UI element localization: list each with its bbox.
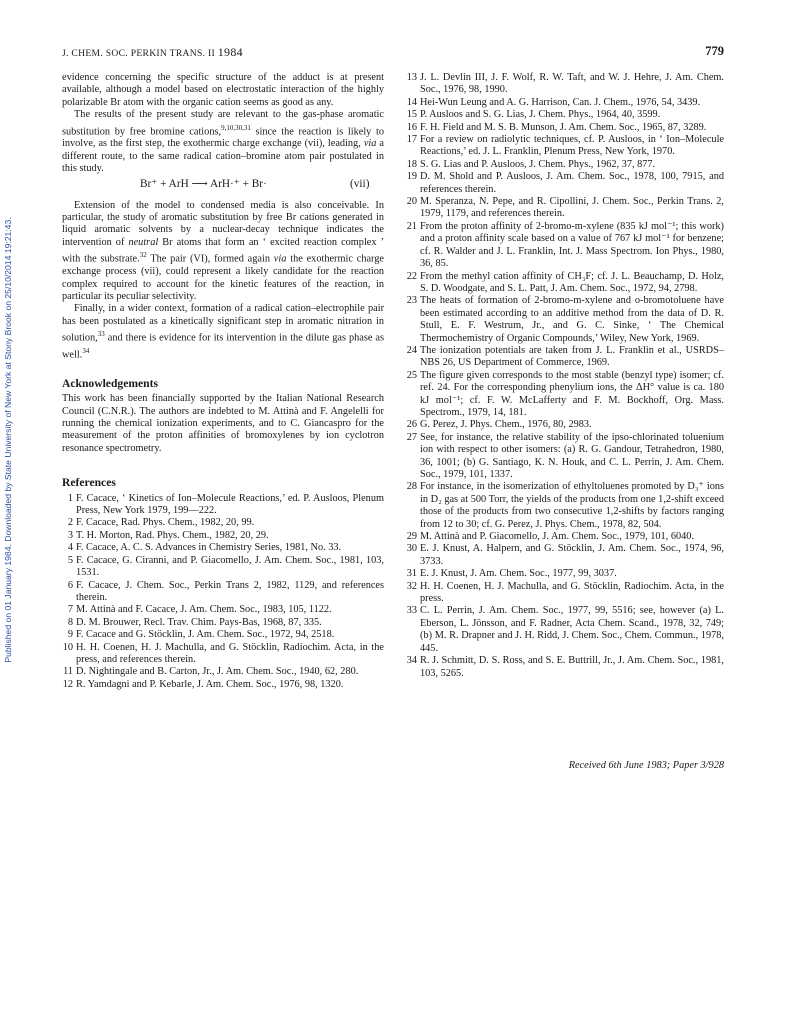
reference-item <box>62 642 384 667</box>
equation-vii <box>62 177 384 192</box>
reference-item <box>62 530 384 542</box>
reference-number: 16 <box>406 121 417 133</box>
reference-number: 30 <box>406 543 417 555</box>
reference-text: T. H. Morton, Rad. Phys. Chem., 1982, 20, 29. <box>76 529 269 541</box>
citation-superscript: 9,10,30,31 <box>221 123 251 132</box>
reference-number: 29 <box>406 531 417 543</box>
reference-number: 7 <box>67 604 73 616</box>
running-header <box>62 44 724 60</box>
reference-text: H. H. Coenen, H. J. Machulla, and G. Stöcklin, Radiochim. Acta, in the press. <box>420 580 724 605</box>
reference-item <box>406 531 724 543</box>
reference-number: 22 <box>406 270 417 282</box>
reference-text: J. L. Devlin III, J. F. Wolf, R. W. Taft, and W. J. Hehre, J. Am. Chem. Soc., 1976, 98, 1990. <box>420 72 724 96</box>
reference-item <box>406 295 724 345</box>
equation-formula: Br⁺ + ArH ⟶ ArH·⁺ + Br· <box>140 177 267 190</box>
received-date: Received 6th June 1983; Paper 3/928 <box>568 760 724 771</box>
reference-number: 15 <box>406 109 417 121</box>
reference-text: For instance, in the isomerization of ethyltoluenes promoted by D₃⁺ ions in D₂ gas at 500 Torr, the yields of the products from one 1,2-shift exceed those of the products from two consecutive 1,2-shifts by factors ranging from 12 to 30; cf. G. Perez, J. Phys. Chem., 1978, 82, 504. <box>420 481 724 530</box>
paragraph-2: The results of the present study are relevant to the gas-phase aromatic substitution by free bromine cations,$^{9,10,30,31}$ since the reaction is likely to involve, as the first step, the exothermic charge exchange (vii), leading, via a different route, to the same radical cation–bromine atom pair postulated in this study. <box>62 109 384 175</box>
reference-number: 1 <box>67 492 73 504</box>
page-number: 779 <box>705 44 724 58</box>
reference-item <box>406 581 724 606</box>
reference-text: H. H. Coenen, H. J. Machulla, and G. Stöcklin, Radiochim. Acta, in the press, and references therein. <box>76 641 384 665</box>
reference-text: E. J. Knust, J. Am. Chem. Soc., 1977, 99, 3037. <box>420 568 617 580</box>
reference-item <box>62 679 384 691</box>
reference-item <box>406 432 724 482</box>
reference-number: 32 <box>406 580 417 592</box>
paragraph-1: evidence concerning the specific structure of the adduct is at present available, although a model based on electrostatic interaction of the highly polarizable Br atom with the organic cation seems as good as any. <box>62 72 384 108</box>
reference-item <box>62 580 384 605</box>
reference-number: 17 <box>406 134 417 146</box>
reference-item <box>406 109 724 121</box>
reference-text: For a review on radiolytic techniques, cf. P. Ausloos, in ‘ Ion–Molecule Reactions,’ ed. J. L. Franklin, Plenum Press, New York, 1970. <box>420 134 724 158</box>
reference-item <box>62 666 384 678</box>
right-column <box>406 72 724 680</box>
reference-item <box>406 159 724 171</box>
citation-superscript: 34 <box>82 346 90 355</box>
reference-number: 3 <box>67 529 73 541</box>
reference-item <box>406 543 724 568</box>
reference-number: 6 <box>67 579 73 591</box>
reference-number: 21 <box>406 220 417 232</box>
reference-number: 9 <box>67 629 73 641</box>
reference-item <box>406 134 724 159</box>
reference-number: 5 <box>67 554 73 566</box>
reference-number: 25 <box>406 369 417 381</box>
reference-text: F. Cacace, J. Chem. Soc., Perkin Trans 2, 1982, 1129, and references therein. <box>76 579 384 603</box>
reference-item <box>406 370 724 420</box>
reference-number: 14 <box>406 96 417 108</box>
reference-list-left <box>62 493 384 692</box>
reference-text: F. Cacace and G. Stöcklin, J. Am. Chem. Soc., 1972, 94, 2518. <box>76 629 335 641</box>
reference-number: 2 <box>67 517 73 529</box>
reference-text: M. Attinà and F. Cacace, J. Am. Chem. Soc., 1983, 105, 1122. <box>76 604 332 616</box>
reference-item <box>62 629 384 641</box>
reference-text: M. Attinà and P. Giacomello, J. Am. Chem. Soc., 1979, 101, 6040. <box>420 531 695 543</box>
reference-item <box>406 419 724 431</box>
reference-number: 8 <box>67 616 73 628</box>
reference-text: F. Cacace, Rad. Phys. Chem., 1982, 20, 99. <box>76 517 255 529</box>
download-watermark-text: Published on 01 January 1984. Downloaded by State University of New York at Stony Brook on 25/10/2014 19:21:43. <box>3 217 13 663</box>
reference-text: M. Speranza, N. Pepe, and R. Cipollini, J. Chem. Soc., Perkin Trans. 2, 1979, 1179, and references therein. <box>420 196 724 220</box>
reference-text: F. H. Field and M. S. B. Munson, J. Am. Chem. Soc., 1965, 87, 3289. <box>420 121 707 133</box>
reference-text: D. M. Shold and P. Ausloos, J. Am. Chem. Soc., 1978, 100, 7915, and references therein. <box>420 171 724 195</box>
left-column <box>62 72 384 691</box>
reference-item <box>406 655 724 680</box>
reference-number: 33 <box>406 605 417 617</box>
reference-number: 18 <box>406 158 417 170</box>
reference-item <box>62 617 384 629</box>
reference-text: F. Cacace, ‘ Kinetics of Ion–Molecule Reactions,’ ed. P. Ausloos, Plenum Press, New York 1979, 199—222. <box>76 492 384 517</box>
reference-item <box>406 196 724 221</box>
reference-number: 23 <box>406 295 417 307</box>
reference-number: 27 <box>406 431 417 443</box>
reference-number: 28 <box>406 481 417 493</box>
reference-text: D. Nightingale and B. Carton, Jr., J. Am. Chem. Soc., 1940, 62, 280. <box>76 666 359 678</box>
journal-name: J. CHEM. SOC. PERKIN TRANS. II 1984 <box>62 45 243 59</box>
reference-number: 12 <box>62 678 73 690</box>
reference-number: 10 <box>62 641 73 653</box>
reference-number: 20 <box>406 196 417 208</box>
references-heading: References <box>62 476 116 490</box>
reference-number: 34 <box>406 655 417 667</box>
reference-text: P. Ausloos and S. G. Lias, J. Chem. Phys., 1964, 40, 3599. <box>420 109 661 121</box>
reference-text: C. L. Perrin, J. Am. Chem. Soc., 1977, 99, 5516; see, however (a) L. Eberson, L. Jönsson, and F. Radner, Acta Chem. Scand., 1978, 32, 749; (b) M. R. Drapner and J. H. Ridd, J. Chem. Soc., Chem. Commun., 1978, 445. <box>420 605 724 654</box>
equation-label: (vii) <box>350 177 370 190</box>
reference-item <box>406 605 724 655</box>
reference-number: 26 <box>406 419 417 431</box>
reference-item <box>62 604 384 616</box>
reference-number: 19 <box>406 171 417 183</box>
reference-number: 24 <box>406 344 417 356</box>
reference-text: E. J. Knust, A. Halpern, and G. Stöcklin, J. Am. Chem. Soc., 1974, 96, 3733. <box>420 543 724 567</box>
reference-item <box>62 517 384 529</box>
paragraph-4: Finally, in a wider context, formation of a radical cation–electrophile pair has been postulated as a kinetically significant step in aromatic nitration in solution,$^{33}$ and there is evidence for its intervention in the dilute gas phase as well.$^{34}$ <box>62 303 384 361</box>
reference-item <box>62 555 384 580</box>
download-watermark <box>1 180 15 700</box>
reference-number: 13 <box>406 72 417 83</box>
reference-text: From the proton affinity of 2-bromo-m-xylene (835 kJ mol⁻¹; this work) and a proton affinity scale based on a value of 767 kJ mol⁻¹ for benzene; cf. R. Walder and J. L. Franklin, Int. J. Mass Spectrom. Ion Phys., 1980, 36, 85. <box>420 220 724 270</box>
reference-text: G. Perez, J. Phys. Chem., 1976, 80, 2983. <box>420 419 592 431</box>
reference-text: S. G. Lias and P. Ausloos, J. Chem. Phys., 1962, 37, 877. <box>420 158 656 170</box>
reference-item <box>62 493 384 518</box>
journal-year: 1984 <box>217 45 243 59</box>
reference-text: F. Cacace, A. C. S. Advances in Chemistry Series, 1981, No. 33. <box>76 542 342 554</box>
reference-text: The figure given corresponds to the most stable (benzyl type) isomer; cf. ref. 24. For the corresponding phenylium ions, the ΔH° value is ca. 180 kJ mol⁻¹; cf. F. W. McLafferty and F. M. Bockhoff, Org. Mass. Spectrom., 1979, 14, 181. <box>420 369 724 418</box>
reference-text: F. Cacace, G. Ciranni, and P. Giacomello, J. Am. Chem. Soc., 1981, 103, 1531. <box>76 554 384 579</box>
reference-text: From the methyl cation affinity of CH₃F; cf. J. L. Beauchamp, D. Holz, S. D. Woodgate, and S. L. Patt, J. Am. Chem. Soc., 1972, 94, 2798. <box>420 270 724 294</box>
reference-item <box>406 345 724 370</box>
acknowledgements-text: This work has been financially supported by the Italian National Research Council (C.N.R.). The authors are indebted to M. Attinà and F. Angelelli for running the chemical ionization experiments, and to C. Giancaspro for the measurement of the proton affinities of bromoxylenes by ion cyclotron resonance spectrometry. <box>62 393 384 454</box>
reference-number: 4 <box>67 542 73 554</box>
reference-item <box>406 122 724 134</box>
reference-list-right <box>406 72 724 680</box>
reference-text: See, for instance, the relative stability of the ipso-chlorinated toluenium ion with respect to other isomers: (a) R. G. Gandour, Tetrahedron, 1980, 36, 1001; (b) G. Santiago, K. N. Houk, and C. L. Perrin, J. Am. Chem. Soc., 1979, 101, 1337. <box>420 431 724 480</box>
citation-superscript: 32 <box>139 251 147 260</box>
reference-item <box>62 542 384 554</box>
acknowledgements-heading: Acknowledgements <box>62 376 158 390</box>
reference-item <box>406 568 724 580</box>
paragraph-3: Extension of the model to condensed media is also conceivable. In particular, the study of aromatic substitution by free Br cations generated in liquid aromatic solvents by a nuclear-decay technique indicates the intervention of neutral Br atoms that form an ‘ excited reaction complex ’ with the substrate.$^{32}$ The pair (VI), formed again via the exothermic charge exchange process (vii), could represent a likely candidate for the reaction complex required to account for the kinetic features of the reaction, in particular its peculiar selectivity. <box>62 199 385 302</box>
reference-item <box>406 97 724 109</box>
reference-text: The ionization potentials are taken from J. L. Franklin et al., USRDS–NBS 26, US Department of Commerce, 1969. <box>420 344 724 369</box>
reference-number: 31 <box>406 568 417 580</box>
reference-item <box>406 271 724 296</box>
reference-text: R. J. Schmitt, D. S. Ross, and S. E. Buttrill, Jr., J. Am. Chem. Soc., 1981, 103, 5265. <box>420 655 724 679</box>
reference-item <box>406 171 724 196</box>
reference-text: D. M. Brouwer, Recl. Trav. Chim. Pays-Bas, 1968, 87, 335. <box>76 616 322 628</box>
reference-number: 11 <box>63 666 73 678</box>
reference-text: The heats of formation of 2-bromo-m-xylene and o-bromotoluene have been estimated according to an additive method from the data of D. R. Stull, E. F. Westrum, Jr., and G. C. Sinke, ‘ The Chemical Thermochemistry of Organic Compounds,’ Wiley, New York, 1969. <box>420 295 724 344</box>
citation-superscript: 33 <box>97 330 105 339</box>
reference-item <box>406 221 724 271</box>
reference-text: R. Yamdagni and P. Kebarle, J. Am. Chem. Soc., 1976, 98, 1320. <box>76 678 344 690</box>
reference-item <box>406 481 724 531</box>
reference-text: Hei-Wun Leung and A. G. Harrison, Can. J. Chem., 1976, 54, 3439. <box>420 96 701 108</box>
reference-item <box>406 72 724 97</box>
